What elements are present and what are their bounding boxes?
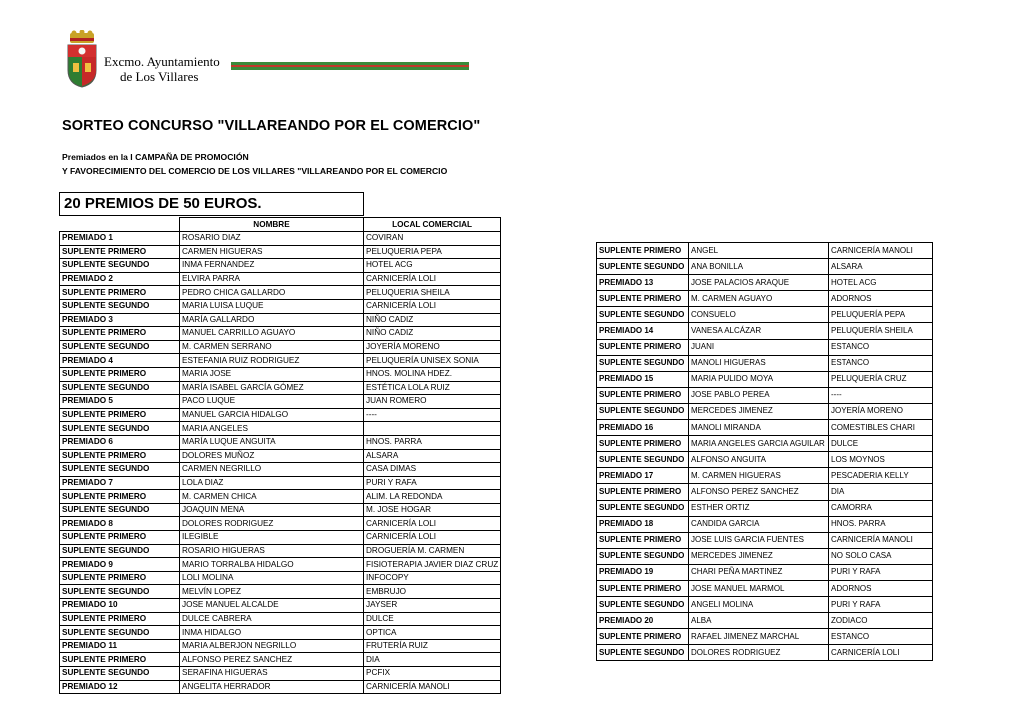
row-name: ESTEFANIA RUIZ RODRIGUEZ	[180, 354, 364, 368]
table-row	[597, 403, 933, 419]
table-row	[60, 340, 501, 354]
winners-table-right	[596, 242, 933, 661]
row-shop: ALIM. LA REDONDA	[364, 490, 501, 504]
table-row	[60, 463, 501, 477]
row-name: SERAFINA HIGUERAS	[180, 667, 364, 681]
row-role: SUPLENTE SEGUNDO	[597, 307, 689, 323]
row-role: SUPLENTE PRIMERO	[60, 449, 180, 463]
row-role: SUPLENTE PRIMERO	[597, 532, 689, 548]
row-name: DOLORES MUÑOZ	[180, 449, 364, 463]
row-name: JOSE PALACIOS ARAQUE	[689, 275, 829, 291]
row-role: PREMIADO 5	[60, 395, 180, 409]
table-row	[597, 339, 933, 355]
row-name: VANESA ALCÁZAR	[689, 323, 829, 339]
row-role: SUPLENTE SEGUNDO	[60, 259, 180, 273]
row-role: SUPLENTE SEGUNDO	[597, 355, 689, 371]
table-row	[60, 367, 501, 381]
table-row	[597, 452, 933, 468]
table-row	[597, 500, 933, 516]
row-shop: CAMORRA	[829, 500, 933, 516]
row-role: SUPLENTE PRIMERO	[597, 436, 689, 452]
row-name: JOAQUIN MENA	[180, 503, 364, 517]
row-shop: ----	[829, 387, 933, 403]
row-shop: PESCADERIA KELLY	[829, 468, 933, 484]
row-role: SUPLENTE SEGUNDO	[60, 503, 180, 517]
row-role: SUPLENTE SEGUNDO	[60, 667, 180, 681]
row-shop	[364, 422, 501, 436]
row-role: SUPLENTE PRIMERO	[60, 327, 180, 341]
table-row	[60, 599, 501, 613]
row-name: MERCEDES JIMENEZ	[689, 403, 829, 419]
row-shop: PELUQUERÍA UNISEX SONIA	[364, 354, 501, 368]
table-row	[60, 490, 501, 504]
row-name: ILEGIBLE	[180, 531, 364, 545]
table-row	[597, 629, 933, 645]
table-row	[597, 371, 933, 387]
row-shop: DIA	[364, 653, 501, 667]
row-name: MANUEL CARRILLO AGUAYO	[180, 327, 364, 341]
row-shop: ESTANCO	[829, 339, 933, 355]
table-row	[60, 449, 501, 463]
row-shop: PELUQUERÍA SHEILA	[829, 323, 933, 339]
row-shop: CARNICERÍA LOLI	[364, 299, 501, 313]
table-row	[60, 381, 501, 395]
row-shop: NO SOLO CASA	[829, 548, 933, 564]
table-row	[597, 291, 933, 307]
row-shop: PELUQUERÍA PEPA	[829, 307, 933, 323]
org-name	[104, 54, 220, 84]
row-role: PREMIADO 7	[60, 476, 180, 490]
row-role: SUPLENTE PRIMERO	[60, 571, 180, 585]
row-name: INMA HIDALGO	[180, 626, 364, 640]
table-header-row	[60, 218, 501, 232]
table-row	[60, 626, 501, 640]
row-role: SUPLENTE SEGUNDO	[597, 548, 689, 564]
row-name: MARIO TORRALBA HIDALGO	[180, 558, 364, 572]
table-row	[60, 667, 501, 681]
row-name: ANA BONILLA	[689, 259, 829, 275]
row-role: PREMIADO 6	[60, 435, 180, 449]
row-shop: ALSARA	[364, 449, 501, 463]
row-name: LOLA DIAZ	[180, 476, 364, 490]
row-role: SUPLENTE PRIMERO	[597, 339, 689, 355]
row-role: SUPLENTE PRIMERO	[60, 408, 180, 422]
row-shop: HOTEL ACG	[364, 259, 501, 273]
row-shop: HOTEL ACG	[829, 275, 933, 291]
row-name: DOLORES RODRIGUEZ	[180, 517, 364, 531]
row-role: SUPLENTE PRIMERO	[597, 243, 689, 259]
row-name: ELVIRA PARRA	[180, 272, 364, 286]
row-name: MERCEDES JIMENEZ	[689, 548, 829, 564]
row-role: SUPLENTE SEGUNDO	[60, 585, 180, 599]
table-row	[597, 645, 933, 661]
table-row	[597, 564, 933, 580]
row-shop: CARNICERÍA MANOLI	[829, 243, 933, 259]
row-shop: HNOS. PARRA	[364, 435, 501, 449]
row-role: PREMIADO 11	[60, 639, 180, 653]
row-role: PREMIADO 2	[60, 272, 180, 286]
row-shop: PCFIX	[364, 667, 501, 681]
row-shop: DULCE	[829, 436, 933, 452]
row-name: ALFONSO PEREZ SANCHEZ	[689, 484, 829, 500]
coat-of-arms-logo	[65, 30, 99, 88]
row-shop: INFOCOPY	[364, 571, 501, 585]
row-name: DULCE CABRERA	[180, 612, 364, 626]
row-name: CANDIDA GARCIA	[689, 516, 829, 532]
row-shop: DIA	[829, 484, 933, 500]
table-row	[60, 503, 501, 517]
table-row	[60, 232, 501, 246]
row-name: MARIA LUISA LUQUE	[180, 299, 364, 313]
row-role: SUPLENTE PRIMERO	[60, 367, 180, 381]
row-name: PACO LUQUE	[180, 395, 364, 409]
table-row	[60, 354, 501, 368]
row-name: ESTHER ORTIZ	[689, 500, 829, 516]
row-role: SUPLENTE SEGUNDO	[60, 422, 180, 436]
row-role: SUPLENTE SEGUNDO	[597, 500, 689, 516]
row-name: JOSE LUIS GARCIA FUENTES	[689, 532, 829, 548]
row-shop: PELUQUERIA PEPA	[364, 245, 501, 259]
row-role: SUPLENTE PRIMERO	[597, 387, 689, 403]
table-row	[60, 408, 501, 422]
row-name: M. CARMEN AGUAYO	[689, 291, 829, 307]
row-name: MANOLI HIGUERAS	[689, 355, 829, 371]
row-shop: ESTANCO	[829, 355, 933, 371]
column-header-local: LOCAL COMERCIAL	[364, 218, 501, 232]
row-role: SUPLENTE SEGUNDO	[60, 544, 180, 558]
row-role: PREMIADO 20	[597, 613, 689, 629]
table-row	[60, 585, 501, 599]
row-name: JUANI	[689, 339, 829, 355]
row-role: PREMIADO 12	[60, 680, 180, 694]
row-name: DOLORES RODRIGUEZ	[689, 645, 829, 661]
table-row	[597, 307, 933, 323]
row-name: MANUEL GARCIA HIDALGO	[180, 408, 364, 422]
row-shop: JOYERÍA MORENO	[829, 403, 933, 419]
row-role: PREMIADO 4	[60, 354, 180, 368]
table-row	[60, 476, 501, 490]
row-shop: NIÑO CADIZ	[364, 327, 501, 341]
table-row	[60, 639, 501, 653]
row-name: JOSE PABLO PEREA	[689, 387, 829, 403]
row-role: SUPLENTE SEGUNDO	[60, 381, 180, 395]
row-name: MANOLI MIRANDA	[689, 420, 829, 436]
table-row	[597, 259, 933, 275]
row-shop: CARNICERÍA MANOLI	[829, 532, 933, 548]
row-role: SUPLENTE PRIMERO	[597, 484, 689, 500]
table-row	[60, 571, 501, 585]
row-shop: HNOS. PARRA	[829, 516, 933, 532]
row-name: MARIA JOSE	[180, 367, 364, 381]
row-shop: PURI Y RAFA	[829, 564, 933, 580]
row-name: MARIA ANGELES	[180, 422, 364, 436]
table-row	[60, 680, 501, 694]
table-row	[60, 272, 501, 286]
row-role: SUPLENTE SEGUNDO	[60, 626, 180, 640]
row-name: ALFONSO ANGUITA	[689, 452, 829, 468]
row-shop: CASA DIMAS	[364, 463, 501, 477]
table-row	[60, 612, 501, 626]
row-shop: JOYERÍA MORENO	[364, 340, 501, 354]
row-role: PREMIADO 3	[60, 313, 180, 327]
row-name: MARÍA GALLARDO	[180, 313, 364, 327]
row-role: SUPLENTE SEGUNDO	[597, 403, 689, 419]
subtitle-line-1: Premiados en la I CAMPAÑA DE PROMOCIÓN	[62, 152, 249, 162]
table-row	[597, 484, 933, 500]
row-shop: CARNICERÍA LOLI	[364, 531, 501, 545]
row-role: PREMIADO 13	[597, 275, 689, 291]
row-name: INMA FERNANDEZ	[180, 259, 364, 273]
table-row	[60, 313, 501, 327]
table-row	[597, 323, 933, 339]
row-shop: LOS MOYNOS	[829, 452, 933, 468]
row-shop: CARNICERÍA LOLI	[829, 645, 933, 661]
row-shop: DROGUERÍA M. CARMEN	[364, 544, 501, 558]
row-role: PREMIADO 15	[597, 371, 689, 387]
row-role: PREMIADO 17	[597, 468, 689, 484]
table-row	[60, 259, 501, 273]
row-name: ALFONSO PEREZ SANCHEZ	[180, 653, 364, 667]
row-role: SUPLENTE SEGUNDO	[60, 463, 180, 477]
row-role: SUPLENTE PRIMERO	[60, 653, 180, 667]
row-role: SUPLENTE SEGUNDO	[597, 645, 689, 661]
table-row	[597, 548, 933, 564]
row-shop: ADORNOS	[829, 580, 933, 596]
row-role: SUPLENTE PRIMERO	[60, 286, 180, 300]
row-role: PREMIADO 19	[597, 564, 689, 580]
row-shop: PURI Y RAFA	[364, 476, 501, 490]
table-row	[597, 436, 933, 452]
table-row	[60, 245, 501, 259]
row-name: PEDRO CHICA GALLARDO	[180, 286, 364, 300]
table-row	[60, 286, 501, 300]
row-shop: EMBRUJO	[364, 585, 501, 599]
table-row	[60, 422, 501, 436]
row-name: MARÍA ISABEL GARCÍA GÓMEZ	[180, 381, 364, 395]
row-name: M. CARMEN SERRANO	[180, 340, 364, 354]
table-row	[597, 516, 933, 532]
row-shop: ESTÉTICA LOLA RUIZ	[364, 381, 501, 395]
row-role: PREMIADO 9	[60, 558, 180, 572]
table-row	[597, 387, 933, 403]
row-name: CARMEN NEGRILLO	[180, 463, 364, 477]
org-name-line1: Excmo. Ayuntamiento	[104, 54, 220, 69]
prize-heading: 20 PREMIOS DE 50 EUROS.	[59, 192, 364, 216]
table-row	[597, 532, 933, 548]
row-role: PREMIADO 10	[60, 599, 180, 613]
row-shop: ----	[364, 408, 501, 422]
row-shop: HNOS. MOLINA HDEZ.	[364, 367, 501, 381]
row-shop: FRUTERÍA RUIZ	[364, 639, 501, 653]
row-name: MARIA PULIDO MOYA	[689, 371, 829, 387]
document-title: SORTEO CONCURSO "VILLAREANDO POR EL COMERCIO"	[62, 118, 481, 134]
row-shop: ZODIACO	[829, 613, 933, 629]
row-shop: CARNICERÍA LOLI	[364, 272, 501, 286]
table-header-blank	[60, 218, 180, 232]
winners-table-left	[59, 217, 501, 694]
row-role: PREMIADO 8	[60, 517, 180, 531]
row-name: ALBA	[689, 613, 829, 629]
row-shop: PELUQUERIA SHEILA	[364, 286, 501, 300]
row-shop: COVIRAN	[364, 232, 501, 246]
row-name: ROSARIO DIAZ	[180, 232, 364, 246]
row-role: PREMIADO 18	[597, 516, 689, 532]
row-shop: FISIOTERAPIA JAVIER DIAZ CRUZ	[364, 558, 501, 572]
row-name: MELVÍN LOPEZ	[180, 585, 364, 599]
row-role: SUPLENTE PRIMERO	[60, 531, 180, 545]
row-name: ROSARIO HIGUERAS	[180, 544, 364, 558]
row-shop: M. JOSE HOGAR	[364, 503, 501, 517]
row-role: SUPLENTE SEGUNDO	[597, 452, 689, 468]
row-role: PREMIADO 16	[597, 420, 689, 436]
row-name: MARIA ALBERJON NEGRILLO	[180, 639, 364, 653]
row-name: MARIA ANGELES GARCIA AGUILAR	[689, 436, 829, 452]
row-role: SUPLENTE PRIMERO	[597, 629, 689, 645]
row-role: SUPLENTE PRIMERO	[597, 580, 689, 596]
table-row	[60, 395, 501, 409]
table-row	[597, 243, 933, 259]
row-shop: JAYSER	[364, 599, 501, 613]
row-shop: NIÑO CADIZ	[364, 313, 501, 327]
table-row	[60, 531, 501, 545]
org-name-line2: de Los Villares	[120, 69, 199, 84]
column-header-nombre: NOMBRE	[180, 218, 364, 232]
row-shop: CARNICERÍA MANOLI	[364, 680, 501, 694]
table-row	[60, 299, 501, 313]
row-name: CHARI PEÑA MARTINEZ	[689, 564, 829, 580]
row-role: SUPLENTE SEGUNDO	[597, 597, 689, 613]
table-row	[597, 468, 933, 484]
table-row	[60, 558, 501, 572]
row-role: SUPLENTE PRIMERO	[60, 245, 180, 259]
row-shop: JUAN ROMERO	[364, 395, 501, 409]
row-name: ANGELITA HERRADOR	[180, 680, 364, 694]
row-role: SUPLENTE SEGUNDO	[597, 259, 689, 275]
row-role: PREMIADO 1	[60, 232, 180, 246]
row-shop: PURI Y RAFA	[829, 597, 933, 613]
row-role: SUPLENTE PRIMERO	[60, 612, 180, 626]
table-row	[60, 544, 501, 558]
table-row	[597, 613, 933, 629]
row-shop: COMESTIBLES CHARI	[829, 420, 933, 436]
table-row	[597, 597, 933, 613]
row-name: ANGELI MOLINA	[689, 597, 829, 613]
row-name: LOLI MOLINA	[180, 571, 364, 585]
table-row	[597, 420, 933, 436]
row-name: M. CARMEN HIGUERAS	[689, 468, 829, 484]
row-role: SUPLENTE PRIMERO	[60, 490, 180, 504]
table-row	[597, 275, 933, 291]
row-name: CARMEN HIGUERAS	[180, 245, 364, 259]
subtitle-line-2: Y FAVORECIMIENTO DEL COMERCIO DE LOS VILLARES "VILLAREANDO POR EL COMERCIO	[62, 166, 448, 176]
row-shop: ALSARA	[829, 259, 933, 275]
row-name: RAFAEL JIMENEZ MARCHAL	[689, 629, 829, 645]
row-shop: DULCE	[364, 612, 501, 626]
row-name: CONSUELO	[689, 307, 829, 323]
row-name: JOSE MANUEL ALCALDE	[180, 599, 364, 613]
row-shop: CARNICERÍA LOLI	[364, 517, 501, 531]
row-shop: OPTICA	[364, 626, 501, 640]
row-role: SUPLENTE SEGUNDO	[60, 299, 180, 313]
table-row	[60, 517, 501, 531]
row-shop: PELUQUERÍA CRUZ	[829, 371, 933, 387]
row-name: ANGEL	[689, 243, 829, 259]
row-name: MARÍA LUQUE ANGUITA	[180, 435, 364, 449]
row-role: SUPLENTE SEGUNDO	[60, 340, 180, 354]
row-name: M. CARMEN CHICA	[180, 490, 364, 504]
table-row	[60, 435, 501, 449]
table-row	[60, 653, 501, 667]
row-shop: ESTANCO	[829, 629, 933, 645]
row-shop: ADORNOS	[829, 291, 933, 307]
row-role: PREMIADO 14	[597, 323, 689, 339]
table-row	[60, 327, 501, 341]
table-row	[597, 355, 933, 371]
flag-stripe-divider	[231, 62, 469, 71]
row-name: JOSE MANUEL MARMOL	[689, 580, 829, 596]
table-row	[597, 580, 933, 596]
row-role: SUPLENTE PRIMERO	[597, 291, 689, 307]
